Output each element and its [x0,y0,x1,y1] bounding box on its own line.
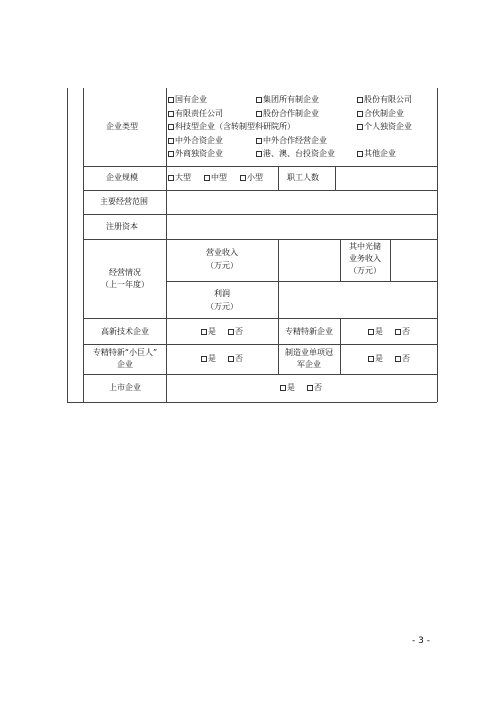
checkbox-icon[interactable] [256,138,262,144]
single-champion-no[interactable]: 否 [395,354,410,364]
checkbox-icon[interactable] [168,111,174,117]
profit-field[interactable] [279,282,436,317]
checkbox-icon[interactable] [395,329,401,335]
page-number: - 3 - [412,636,430,646]
little-giant-no[interactable]: 否 [228,354,243,364]
checkbox-icon[interactable] [307,385,313,391]
option-tech-enterprise[interactable]: 科技型企业（含转制型科研院所） [168,122,295,132]
option-partnership[interactable]: 合伙制企业 [357,109,404,119]
option-joint-stock[interactable]: 股份有限公司 [357,95,412,105]
storage-revenue-label-2: 业务收入 [349,254,381,263]
profit-label: 利润 [214,289,230,298]
option-hk-macao-taiwan[interactable]: 港、澳、台投资企业 [256,149,335,159]
option-scale-small[interactable]: 小型 [240,173,263,183]
checkbox-icon[interactable] [256,97,262,103]
option-wholly-foreign[interactable]: 外商独资企业 [168,149,223,159]
checkbox-icon[interactable] [357,97,363,103]
listed-yes[interactable]: 是 [280,383,295,393]
option-sole-proprietorship[interactable]: 个人独资企业 [357,122,412,132]
profit-unit: （万元） [206,302,238,311]
specialized-no[interactable]: 否 [395,327,410,337]
single-champion-label-2: 军企业 [297,360,321,369]
single-champion-yes[interactable]: 是 [368,354,383,364]
checkbox-icon[interactable] [395,356,401,362]
checkbox-icon[interactable] [357,111,363,117]
listed-label: 上市企业 [109,383,141,392]
revenue-label: 营业收入 [206,248,238,257]
option-state-owned[interactable]: 国有企业 [168,95,207,105]
checkbox-icon[interactable] [368,329,374,335]
registered-capital-field[interactable] [167,215,436,238]
storage-revenue-field[interactable] [391,240,436,280]
checkbox-icon[interactable] [256,151,262,157]
checkbox-icon[interactable] [168,138,174,144]
option-other[interactable]: 其他企业 [357,149,396,159]
operations-label: 经营情况 [109,268,141,277]
storage-revenue-label-1: 其中光储 [349,242,381,251]
checkbox-icon[interactable] [357,151,363,157]
specialized-label: 专精特新企业 [285,327,333,336]
option-scale-medium[interactable]: 中型 [204,173,227,183]
checkbox-icon[interactable] [228,329,234,335]
checkbox-icon[interactable] [280,385,286,391]
checkbox-icon[interactable] [240,175,246,181]
enterprise-type-label: 企业类型 [106,122,138,131]
registered-capital-label: 注册资本 [106,222,138,231]
checkbox-icon[interactable] [357,124,363,130]
business-scope-field[interactable] [167,191,436,213]
checkbox-icon[interactable] [168,124,174,130]
high-tech-yes[interactable]: 是 [201,327,216,337]
little-giant-label-2: 企业 [117,360,133,369]
option-scale-large[interactable]: 大型 [168,173,191,183]
option-sino-foreign-coop[interactable]: 中外合作经营企业 [256,136,327,146]
specialized-yes[interactable]: 是 [368,327,383,337]
checkbox-icon[interactable] [168,97,174,103]
checkbox-icon[interactable] [168,175,174,181]
operations-sublabel: （上一年度） [101,280,149,289]
checkbox-icon[interactable] [228,356,234,362]
little-giant-yes[interactable]: 是 [201,354,216,364]
checkbox-icon[interactable] [201,329,207,335]
employees-field[interactable] [336,167,436,189]
storage-revenue-unit: （万元） [349,266,381,275]
employees-label: 职工人数 [287,173,319,182]
option-collective[interactable]: 集团所有制企业 [256,95,319,105]
option-stock-cooperative[interactable]: 股份合作制企业 [256,109,319,119]
revenue-field[interactable] [279,240,339,280]
single-champion-label-1: 制造业单项冠 [285,348,333,357]
option-sino-foreign-jv[interactable]: 中外合资企业 [168,136,223,146]
checkbox-icon[interactable] [368,356,374,362]
revenue-unit: （万元） [206,261,238,270]
checkbox-icon[interactable] [256,111,262,117]
checkbox-icon[interactable] [204,175,210,181]
high-tech-label: 高新技术企业 [101,327,149,336]
checkbox-icon[interactable] [201,356,207,362]
little-giant-label-1: 专精特新“小巨人” [92,348,158,357]
listed-no[interactable]: 否 [307,383,322,393]
high-tech-no[interactable]: 否 [228,327,243,337]
option-limited-liability[interactable]: 有限责任公司 [168,109,223,119]
checkbox-icon[interactable] [168,151,174,157]
business-scope-label: 主要经营范围 [100,197,148,206]
enterprise-scale-label: 企业规模 [106,173,138,182]
